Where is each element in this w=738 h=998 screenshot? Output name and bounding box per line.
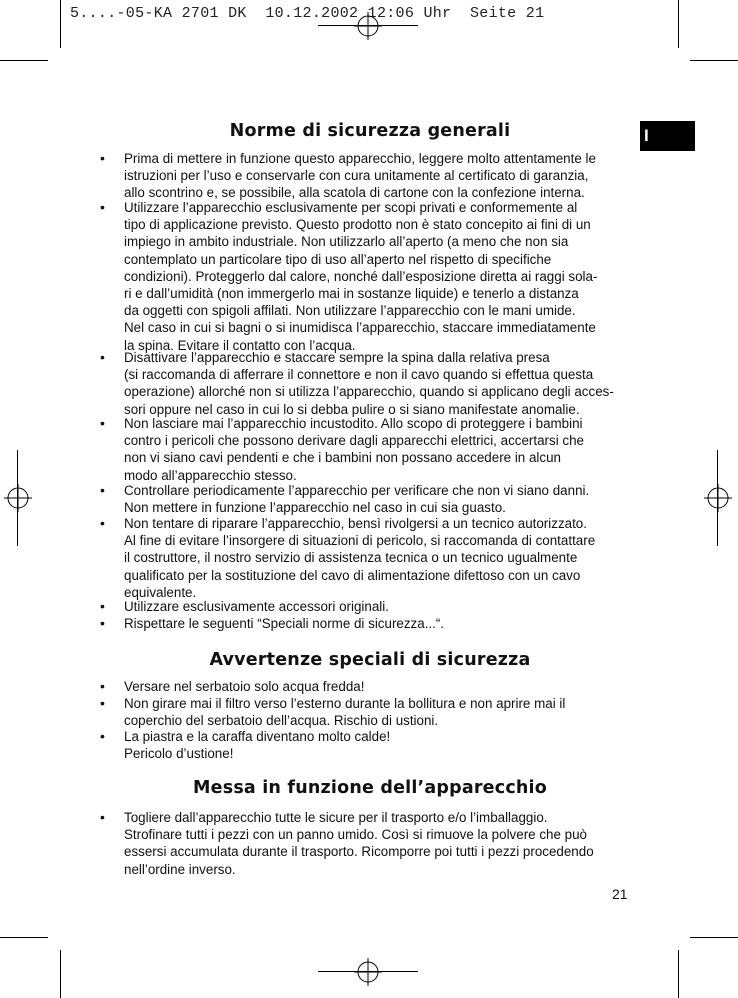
bullet-icon: • (100, 349, 105, 365)
page-number: 21 (612, 886, 628, 902)
list-item: • Utilizzare l’apparecchio esclusivamente per scopi privati e conformemente al tipo di applicazione previsto. Questo prodotto non è stato concepito ai fini di un impiego in ambito industriale. Non utilizzarlo all’aperto (a meno che non sia contemplato un particolare tipo di uso all’aperto nel rispetto di specifiche condizioni). Proteggerlo dal calore, nonché dall’esposizione diretta ai raggi sola- ri e dall’umidità (non immergerlo mai in sostanze liquide) e tenerlo a distanza da oggetti con spigoli affilati. Non utilizzare l’apparecchio con le mani umide. Nel caso in cui si bagni o si inumidisca l’apparecchio, staccare immediatamente la spina. Evitare il contatto con l’acqua. (100, 199, 598, 353)
bullet-icon: • (100, 482, 105, 498)
crop-mark (678, 950, 679, 998)
list-item: • Prima di mettere in funzione questo apparecchio, leggere molto attentamente le istruzioni per l’uso e conservarle con cura unitamente al certificato di garanzia, allo scontrino e, se possibile, alla scatola di cartone con la confezione interna. (100, 150, 596, 201)
crop-mark (17, 450, 18, 546)
list-item: • Controllare periodicamente l’apparecchio per verificare che non vi siano danni. Non mettere in funzione l’apparecchio nel caso in cui sia guasto. (100, 482, 590, 516)
print-header: 5....-05-KA 2701 DK 10.12.2002 12:06 Uhr Seite 21 (70, 5, 545, 22)
list-item: • Non tentare di riparare l’apparecchio, bensì rivolgersi a un tecnico autorizzato. Al fine di evitare l’insorgere di situazioni di pericolo, si raccomanda di contattare il costruttore, il nostro servizio di assistenza tecnica o un tecnico ugualmente qualificato per la sostituzione del cavo di alimentazione difettoso con un cavo equivalente. (100, 515, 596, 600)
crop-mark (318, 971, 418, 972)
list-item: • Togliere dall’apparecchio tutte le sicure per il trasporto e/o l’imballaggio. Strofinare tutti i pezzi con un panno umido. Così si rimuove la polvere che può essersi accumulata durante il trasporto. Ricomporre poi tutti i pezzi procedendo nell’ordine inverso. (100, 809, 594, 877)
crop-mark (717, 450, 718, 546)
list-item: • Disattivare l’apparecchio e staccare sempre la spina dalla relativa presa (si raccomanda di afferrare il connettore e non il cavo quando si effettua questa operazione) allorché non si utilizza l’apparecchio, quando si applicano degli acces- sori oppure nel caso in cui lo si debba pulire o si siano manifestate anomalie. (100, 349, 614, 417)
crop-mark (0, 60, 48, 61)
section-title-general-safety: Norme di sicurezza generali (229, 121, 511, 141)
language-tab: I (640, 121, 695, 151)
registration-mark-left (4, 484, 32, 512)
registration-mark-bottom (354, 958, 382, 986)
list-item: • Utilizzare esclusivamente accessori originali. (100, 598, 389, 614)
bullet-icon: • (100, 515, 105, 531)
crop-mark (690, 60, 738, 61)
bullet-icon: • (100, 728, 105, 744)
crop-mark (60, 0, 61, 48)
bullet-icon: • (100, 678, 105, 694)
bullet-icon: • (100, 615, 105, 631)
section-title-startup: Messa in funzione dell’apparecchio (193, 778, 547, 798)
registration-mark-right (704, 484, 732, 512)
list-item: • La piastra e la caraffa diventano molto calde! Pericolo d’ustione! (100, 728, 391, 762)
list-item: • Non lasciare mai l’apparecchio incustodito. Allo scopo di proteggere i bambini contro i pericoli che possono derivare dagli apparecchi elettrici, accertarsi che non vi siano cavi pendenti e che i bambini non possano accedere in alcun modo all’apparecchio stesso. (100, 415, 584, 483)
bullet-icon: • (100, 809, 105, 825)
bullet-icon: • (100, 150, 105, 166)
crop-mark (318, 25, 418, 26)
crop-mark (0, 937, 48, 938)
bullet-icon: • (100, 695, 105, 711)
crop-mark (690, 937, 738, 938)
list-item: • Non girare mai il filtro verso l’esterno durante la bollitura e non aprire mai il coperchio del serbatoio dell’acqua. Rischio di ustioni. (100, 695, 566, 729)
list-item: • Versare nel serbatoio solo acqua fredda! (100, 678, 365, 694)
crop-mark (60, 950, 61, 998)
list-item: • Rispettare le seguenti “Speciali norme di sicurezza...“. (100, 615, 445, 631)
crop-mark (678, 0, 679, 48)
section-title-special-warnings: Avvertenze speciali di sicurezza (209, 650, 531, 670)
bullet-icon: • (100, 415, 105, 431)
bullet-icon: • (100, 598, 105, 614)
bullet-icon: • (100, 199, 105, 215)
registration-mark-top (354, 12, 382, 40)
